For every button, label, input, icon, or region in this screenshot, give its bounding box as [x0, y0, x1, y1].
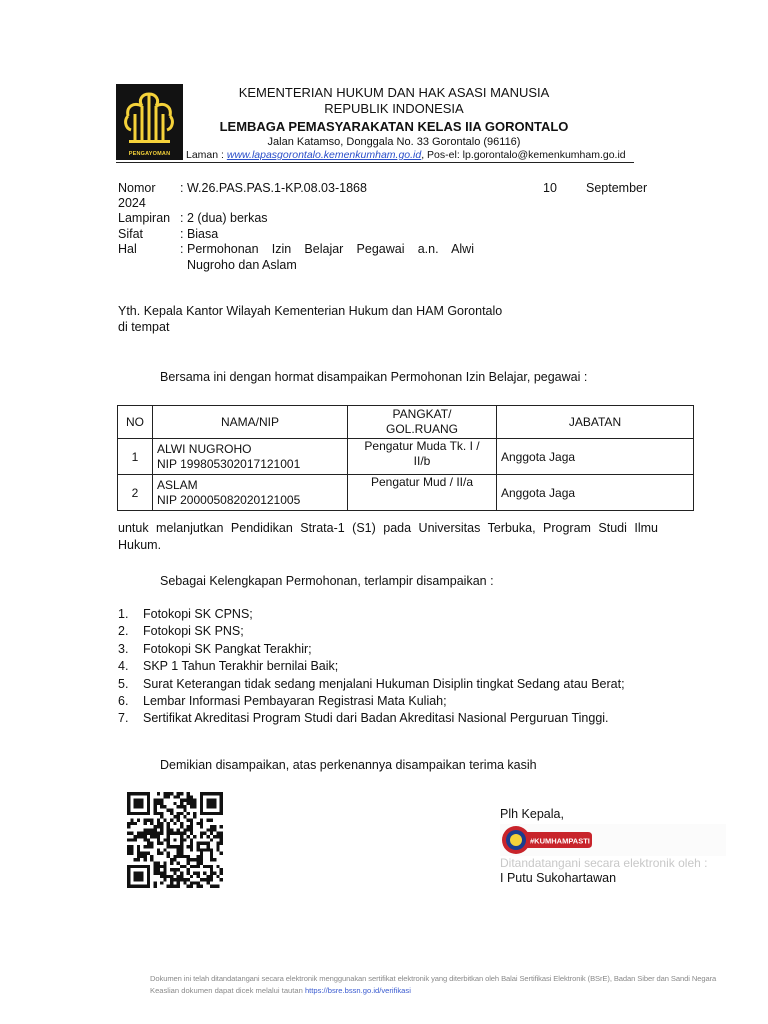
ministry-name: KEMENTERIAN HUKUM DAN HAK ASASI MANUSIA: [238, 85, 550, 100]
pengayoman-emblem-icon: [116, 84, 183, 160]
hal-colon: :: [180, 242, 184, 256]
list-item-text: Surat Keterangan tidak sedang menjalani Hukuman Disiplin tingkat Sedang atau Berat;: [143, 676, 625, 691]
date-day: 10: [543, 181, 557, 195]
logo-caption: PENGAYOMAN: [128, 151, 171, 157]
rank-line-1: Pengatur Mud / II/a: [370, 475, 474, 489]
sifat-value: : Biasa: [180, 227, 219, 241]
stamp-text: #KUMHAMPASTI: [530, 836, 590, 846]
employee-nip: NIP 199805302017121001: [157, 456, 301, 471]
header-no: NO: [118, 406, 153, 439]
list-item-text: SKP 1 Tahun Terakhir bernilai Baik;: [143, 659, 339, 674]
nomor-label: Nomor: [118, 181, 156, 195]
list-item: [118, 606, 625, 623]
footer-verification-text: Keaslian dokumen dapat dicek melalui tautan: [150, 986, 305, 995]
continuation-line-2: Hukum.: [118, 538, 162, 552]
kumhampasti-stamp-icon: [500, 824, 726, 856]
table-header-row: [118, 406, 694, 439]
header-rank-line-2: GOL.RUANG: [385, 422, 458, 436]
row-name-nip: [153, 475, 348, 511]
signer-title: Plh Kepala,: [500, 807, 564, 821]
employee-nip: NIP 200005082020121005: [157, 492, 301, 507]
list-item: [118, 693, 625, 710]
list-item-number: 3.: [118, 641, 129, 656]
list-item: [118, 658, 625, 675]
hal-subject: [187, 241, 474, 273]
date-month: September: [586, 181, 648, 195]
row-no: 1: [118, 439, 153, 475]
hal-line-2: Nugroho dan Aslam: [187, 258, 297, 272]
recipient-line-2: di tempat: [118, 320, 170, 334]
rank-line-1: Pengatur Muda Tk. I /: [364, 439, 480, 453]
letterhead-divider: [116, 162, 634, 163]
list-item: [118, 641, 625, 658]
list-item-text: Fotokopi SK PNS;: [143, 624, 244, 639]
continuation-line-1: untuk melanjutkan Pendidikan Strata-1 (S1) pada Universitas Terbuka, Program Studi Ilmu: [118, 521, 658, 535]
attachments-intro: Sebagai Kelengkapan Permohonan, terlampir disampaikan :: [160, 574, 494, 588]
footer-verification: [150, 986, 411, 995]
row-rank: [348, 475, 497, 511]
lampiran-value: : 2 (dua) berkas: [180, 211, 268, 225]
staff-table: [117, 405, 694, 511]
verification-link[interactable]: https://bsre.bssn.go.id/verifikasi: [304, 986, 411, 995]
header-rank-line-1: PANGKAT/: [392, 407, 452, 421]
row-name-nip: [153, 439, 348, 475]
list-item-text: Fotokopi SK CPNS;: [143, 607, 253, 621]
table-row: [118, 475, 694, 511]
intro-paragraph: Bersama ini dengan hormat disampaikan Permohonan Izin Belajar, pegawai :: [160, 370, 588, 384]
institution-address: Jalan Katamso, Donggala No. 33 Gorontalo (96116): [267, 136, 521, 148]
list-item-text: Fotokopi SK Pangkat Terakhir;: [143, 641, 312, 656]
table-row: [118, 439, 694, 475]
list-item: [118, 676, 625, 693]
header-name: NAMA/NIP: [153, 406, 348, 439]
website-link[interactable]: www.lapasgorontalo.kemenkumham.go.id: [226, 149, 422, 161]
institution-name: LEMBAGA PEMASYARAKATAN KELAS IIA GORONTALO: [219, 119, 569, 134]
row-rank: [348, 439, 497, 475]
list-item-text: Lembar Informasi Pembayaran Registrasi Mata Kuliah;: [143, 693, 447, 708]
list-item-number: 2.: [118, 624, 129, 639]
row-position: Anggota Jaga: [497, 439, 694, 475]
attachments-list: [118, 606, 625, 728]
header-rank: [348, 406, 497, 439]
esign-note: Ditandatangani secara elektronik oleh :: [500, 856, 708, 870]
list-item: [118, 623, 625, 640]
sifat-label: Sifat: [118, 227, 144, 241]
nomor-value: : W.26.PAS.PAS.1-KP.08.03-1868: [180, 181, 367, 195]
list-item-number: 4.: [118, 659, 129, 674]
signer-name: I Putu Sukohartawan: [500, 871, 617, 885]
qr-code-icon: [127, 792, 223, 888]
list-item-number: 6.: [118, 693, 129, 708]
closing-paragraph: Demikian disampaikan, atas perkenannya disampaikan terima kasih: [160, 758, 537, 772]
employee-name: ALWI NUGROHO: [157, 441, 252, 456]
recipient-line-1: Yth. Kepala Kantor Wilayah Kementerian Hukum dan HAM Gorontalo: [118, 304, 503, 318]
contact-line: [186, 149, 626, 161]
list-item-text: Sertifikat Akreditasi Program Studi dari Badan Akreditasi Nasional Perguruan Tinggi.: [143, 711, 609, 726]
rank-line-2: II/b: [413, 454, 431, 468]
country-name: REPUBLIK INDONESIA: [324, 101, 464, 116]
web-label: Laman :: [186, 149, 227, 161]
header-position: JABATAN: [497, 406, 694, 439]
row-position: Anggota Jaga: [497, 475, 694, 511]
list-item-number: 5.: [118, 676, 129, 691]
email-text: , Pos-el: lp.gorontalo@kemenkumham.go.id: [421, 149, 626, 161]
list-item: [118, 710, 625, 727]
employee-name: ASLAM: [157, 477, 198, 492]
list-item-number: 1.: [118, 607, 129, 621]
row-no: 2: [118, 475, 153, 511]
hal-label: Hal: [118, 242, 137, 256]
hal-line-1: Permohonan Izin Belajar Pegawai a.n. Alwi: [187, 242, 474, 256]
list-item-number: 7.: [118, 711, 129, 726]
lampiran-label: Lampiran: [118, 211, 171, 225]
footer-disclaimer: Dokumen ini telah ditandatangani secara elektronik menggunakan sertifikat elektronik yang diterbitkan oleh Balai Sertifikasi Elektronik (BSrE), Badan Siber dan Sandi Negara: [150, 974, 717, 983]
date-year: 2024: [118, 196, 146, 210]
